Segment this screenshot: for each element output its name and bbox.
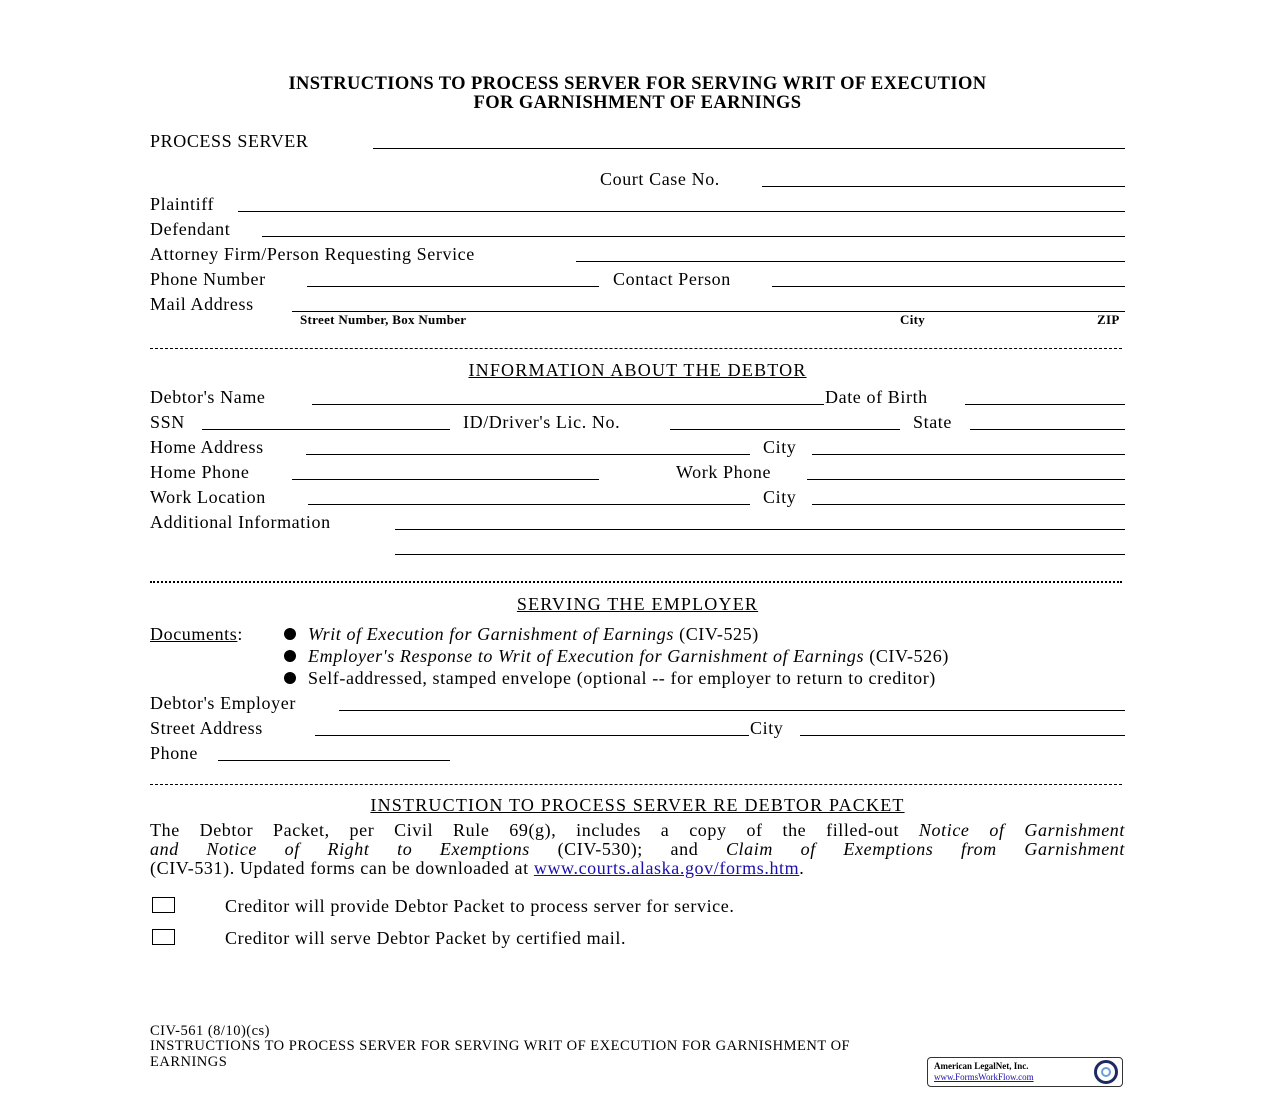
packet-p1-italic: Notice of Garnishment — [918, 820, 1125, 840]
doc1-code: (CIV-525) — [679, 624, 759, 644]
forms-link[interactable]: www.courts.alaska.gov/forms.htm — [533, 858, 800, 878]
id-field[interactable] — [670, 429, 900, 430]
additional-info-field-1[interactable] — [395, 529, 1125, 530]
certified-mail-checkbox[interactable] — [152, 929, 175, 945]
form-title-line2: FOR GARNISHMENT OF EARNINGS — [473, 93, 802, 113]
work-location-field[interactable] — [308, 504, 750, 505]
document-item-1 — [284, 624, 759, 644]
separator — [150, 581, 1122, 583]
contact-person-field[interactable] — [772, 286, 1125, 287]
bullet-icon — [284, 628, 296, 640]
work-phone-field[interactable] — [807, 479, 1125, 480]
separator — [150, 784, 1122, 785]
footer-title-line2: EARNINGS — [150, 1054, 228, 1070]
additional-info-field-2[interactable] — [395, 554, 1125, 555]
packet-p2-italic2: Claim of Exemptions from Garnishment — [725, 839, 1125, 859]
court-case-label: Court Case No. — [600, 169, 720, 189]
work-location-label: Work Location — [150, 487, 266, 507]
debtors-employer-field[interactable] — [339, 710, 1125, 711]
dob-field[interactable] — [965, 404, 1125, 405]
additional-info-label: Additional Information — [150, 512, 331, 532]
attorney-label: Attorney Firm/Person Requesting Service — [150, 244, 475, 264]
employer-city-field[interactable] — [800, 735, 1125, 736]
packet-p3-end: . — [799, 858, 805, 878]
packet-paragraph — [150, 821, 1125, 878]
employer-phone-field[interactable] — [218, 760, 450, 761]
home-phone-field[interactable] — [292, 479, 599, 480]
id-label: ID/Driver's Lic. No. — [463, 412, 621, 432]
packet-p2: (CIV-530); and — [557, 839, 699, 859]
doc2-title: Employer's Response to Writ of Execution for Garnishment of Earnings — [308, 646, 865, 666]
doc2-code: (CIV-526) — [869, 646, 949, 666]
defendant-label: Defendant — [150, 219, 231, 239]
state-label: State — [913, 412, 952, 432]
mail-address-label: Mail Address — [150, 294, 254, 314]
phone-number-label: Phone Number — [150, 269, 266, 289]
work-city-field[interactable] — [812, 504, 1125, 505]
american-legalnet-logo[interactable] — [927, 1057, 1123, 1087]
packet-p1: The Debtor Packet, per Civil Rule 69(g), includes a copy of the filled-out — [150, 820, 900, 840]
globe-icon — [1094, 1060, 1118, 1084]
home-city-field[interactable] — [812, 454, 1125, 455]
dob-label: Date of Birth — [825, 387, 928, 407]
bullet-icon — [284, 672, 296, 684]
court-case-field[interactable] — [762, 186, 1125, 187]
contact-person-label: Contact Person — [613, 269, 731, 289]
home-address-field[interactable] — [306, 454, 750, 455]
documents-label: Documents: — [150, 624, 243, 644]
packet-line-2 — [150, 840, 1125, 859]
debtors-employer-label: Debtor's Employer — [150, 693, 296, 713]
home-city-label: City — [763, 437, 797, 457]
debtor-name-label: Debtor's Name — [150, 387, 266, 407]
form-title-line1: INSTRUCTIONS TO PROCESS SERVER FOR SERVING WRIT OF EXECUTION — [288, 74, 987, 94]
packet-p3: (CIV-531). Updated forms can be downloaded at — [150, 858, 529, 878]
home-address-label: Home Address — [150, 437, 264, 457]
attorney-field[interactable] — [576, 261, 1125, 262]
state-field[interactable] — [970, 429, 1125, 430]
doc1-title: Writ of Execution for Garnishment of Earnings — [308, 624, 674, 644]
document-item-3 — [284, 668, 936, 688]
debtor-heading: INFORMATION ABOUT THE DEBTOR — [468, 360, 807, 380]
document-item-2 — [284, 646, 949, 666]
bullet-icon — [284, 650, 296, 662]
form-code: CIV-561 (8/10)(cs) — [150, 1023, 271, 1039]
defendant-field[interactable] — [262, 236, 1125, 237]
ssn-label: SSN — [150, 412, 185, 432]
phone-number-field[interactable] — [307, 286, 599, 287]
process-server-label: PROCESS SERVER — [150, 131, 309, 151]
work-city-label: City — [763, 487, 797, 507]
plaintiff-field[interactable] — [238, 211, 1125, 212]
certified-mail-label: Creditor will serve Debtor Packet by certified mail. — [225, 928, 627, 948]
street-address-label: Street Address — [150, 718, 263, 738]
provide-packet-checkbox[interactable] — [152, 897, 175, 913]
documents-label-text: Documents — [150, 624, 238, 644]
employer-city-label: City — [750, 718, 784, 738]
city-hint: City — [900, 312, 926, 327]
zip-hint: ZIP — [1097, 312, 1120, 327]
street-address-field[interactable] — [315, 735, 749, 736]
home-phone-label: Home Phone — [150, 462, 250, 482]
employer-heading: SERVING THE EMPLOYER — [516, 594, 759, 614]
debtor-name-field[interactable] — [312, 404, 824, 405]
separator — [150, 348, 1122, 349]
packet-p2-italic: and Notice of Right to Exemptions — [150, 839, 530, 859]
packet-line-1 — [150, 821, 1125, 840]
doc3-text: Self-addressed, stamped envelope (optional -- for employer to return to creditor) — [308, 668, 936, 688]
street-hint: Street Number, Box Number — [300, 312, 467, 327]
logo-url[interactable]: www.FormsWorkFlow.com — [934, 1072, 1034, 1082]
employer-phone-label: Phone — [150, 743, 198, 763]
ssn-field[interactable] — [202, 429, 450, 430]
plaintiff-label: Plaintiff — [150, 194, 215, 214]
footer-title-line1: INSTRUCTIONS TO PROCESS SERVER FOR SERVING WRIT OF EXECUTION FOR GARNISHMENT OF — [150, 1038, 851, 1054]
provide-packet-label: Creditor will provide Debtor Packet to process server for service. — [225, 896, 735, 916]
packet-heading: INSTRUCTION TO PROCESS SERVER RE DEBTOR PACKET — [370, 795, 905, 815]
work-phone-label: Work Phone — [676, 462, 772, 482]
logo-name: American LegalNet, Inc. — [934, 1061, 1029, 1071]
process-server-field[interactable] — [373, 148, 1125, 149]
packet-line-3 — [150, 859, 1125, 878]
